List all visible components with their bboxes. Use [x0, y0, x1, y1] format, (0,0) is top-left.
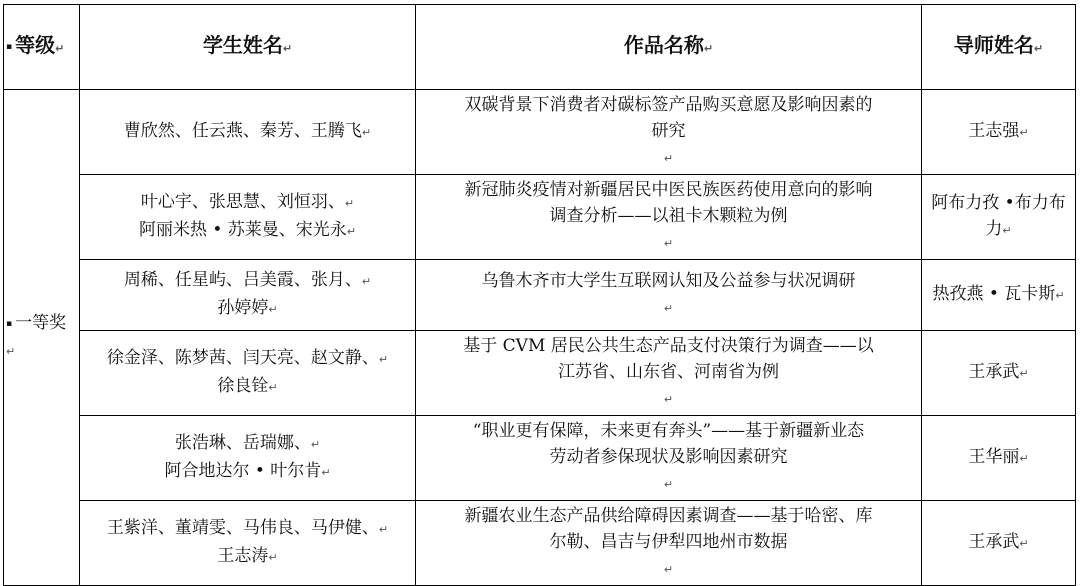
table-row [4, 260, 1076, 331]
advisor-name: 王华丽 [968, 447, 1020, 467]
table-row [4, 331, 1076, 416]
work-title: 研究 [651, 121, 686, 141]
advisor-cell: 王承武↵ [922, 331, 1076, 416]
advisor-name: 王承武 [968, 532, 1020, 552]
work-title-cell: 新疆农业生态产品供给障碍因素调查——基于哈密、库 尔勒、昌吉与伊犁四地州市数据 ↵ [416, 501, 922, 586]
bullet-icon: ▪ [6, 318, 13, 329]
advisor-name: 阿布力孜 •布力布力 [931, 193, 1066, 239]
students-cell [80, 90, 416, 175]
work-title: 劳动者参保现状及影响因素研究 [549, 447, 788, 467]
work-title: 基于 CVM 居民公共生态产品支付决策行为调查——以 [463, 336, 874, 356]
header-work: 作品名称↵ [416, 5, 922, 90]
students-cell [80, 260, 416, 331]
work-title-cell: 新冠肺炎疫情对新疆居民中医民族医药使用意向的影响 调查分析——以祖卡木颗粒为例 ↵ [416, 175, 922, 260]
table-row [4, 416, 1076, 501]
work-title-cell: 双碳背景下消费者对碳标签产品购买意愿及影响因素的 研究 ↵ [416, 90, 922, 175]
advisor-name: 王志强 [968, 121, 1020, 141]
student-names: 周稀、任星屿、吕美霞、张月、↵ [123, 270, 372, 290]
advisor-cell: 王华丽↵ [922, 416, 1076, 501]
student-names: 叶心宇、张思慧、刘恒羽、↵ [140, 192, 355, 212]
header-row [4, 5, 1076, 90]
work-title-cell: “职业更有保障，未来更有奔头”——基于新疆新业态 劳动者参保现状及影响因素研究 ↵ [416, 416, 922, 501]
student-names: 阿丽米热 • 苏莱曼、宋光永↵ [138, 220, 357, 240]
student-names: 孙婷婷↵ [217, 298, 278, 318]
advisor-name: 王承武 [968, 362, 1020, 382]
advisor-cell: 王志强↵ [922, 90, 1076, 175]
award-level-cell: ▪ 一等奖↵ [4, 90, 80, 586]
student-names: 张浩琳、岳瑞娜、↵ [174, 433, 321, 453]
table-row [4, 501, 1076, 586]
advisor-name: 热孜燕 • 瓦卡斯 [932, 284, 1056, 304]
work-title: 尔勒、昌吉与伊犁四地州市数据 [549, 532, 788, 552]
work-title: 江苏省、山东省、河南省为例 [558, 362, 779, 382]
work-title: “职业更有保障，未来更有奔头”——基于新疆新业态 [472, 421, 865, 441]
header-advisor: 导师姓名↵ [922, 5, 1076, 90]
work-title: 双碳背景下消费者对碳标签产品购买意愿及影响因素的 [464, 95, 873, 115]
advisor-cell: 王承武↵ [922, 501, 1076, 586]
student-names: 徐良铨↵ [217, 376, 278, 396]
work-title: 新疆农业生态产品供给障碍因素调查——基于哈密、库 [464, 506, 873, 526]
award-level: 一等奖 [15, 313, 67, 334]
bullet-icon: ▪ [6, 41, 13, 52]
header-level: ▪ 等级↵ [4, 5, 80, 90]
header-students: 学生姓名↵ [80, 5, 416, 90]
students-cell [80, 501, 416, 586]
award-table [3, 4, 1076, 586]
table-body [4, 90, 1076, 586]
advisor-cell: 阿布力孜 •布力布力↵ [922, 175, 1076, 260]
student-names: 阿合地达尔 • 叶尔肯↵ [164, 461, 331, 481]
students-cell [80, 416, 416, 501]
student-names: 王紫洋、董靖雯、马伟良、马伊健、↵ [106, 518, 389, 538]
work-title: 调查分析——以祖卡木颗粒为例 [549, 206, 788, 226]
student-names: 曹欣然、任云燕、秦芳、王腾飞↵ [123, 121, 372, 141]
work-title-cell: 乌鲁木齐市大学生互联网认知及公益参与状况调研 ↵ [416, 260, 922, 331]
table-row [4, 90, 1076, 175]
students-cell [80, 331, 416, 416]
work-title: 乌鲁木齐市大学生互联网认知及公益参与状况调研 [481, 271, 856, 291]
student-names: 徐金泽、陈梦茜、闫天亮、赵文静、↵ [106, 348, 389, 368]
work-title-cell: 基于 CVM 居民公共生态产品支付决策行为调查——以 江苏省、山东省、河南省为例 ↵ [416, 331, 922, 416]
student-names: 王志涛↵ [217, 546, 278, 566]
advisor-cell: 热孜燕 • 瓦卡斯↵ [922, 260, 1076, 331]
work-title: 新冠肺炎疫情对新疆居民中医民族医药使用意向的影响 [464, 180, 873, 200]
students-cell [80, 175, 416, 260]
table-row [4, 175, 1076, 260]
